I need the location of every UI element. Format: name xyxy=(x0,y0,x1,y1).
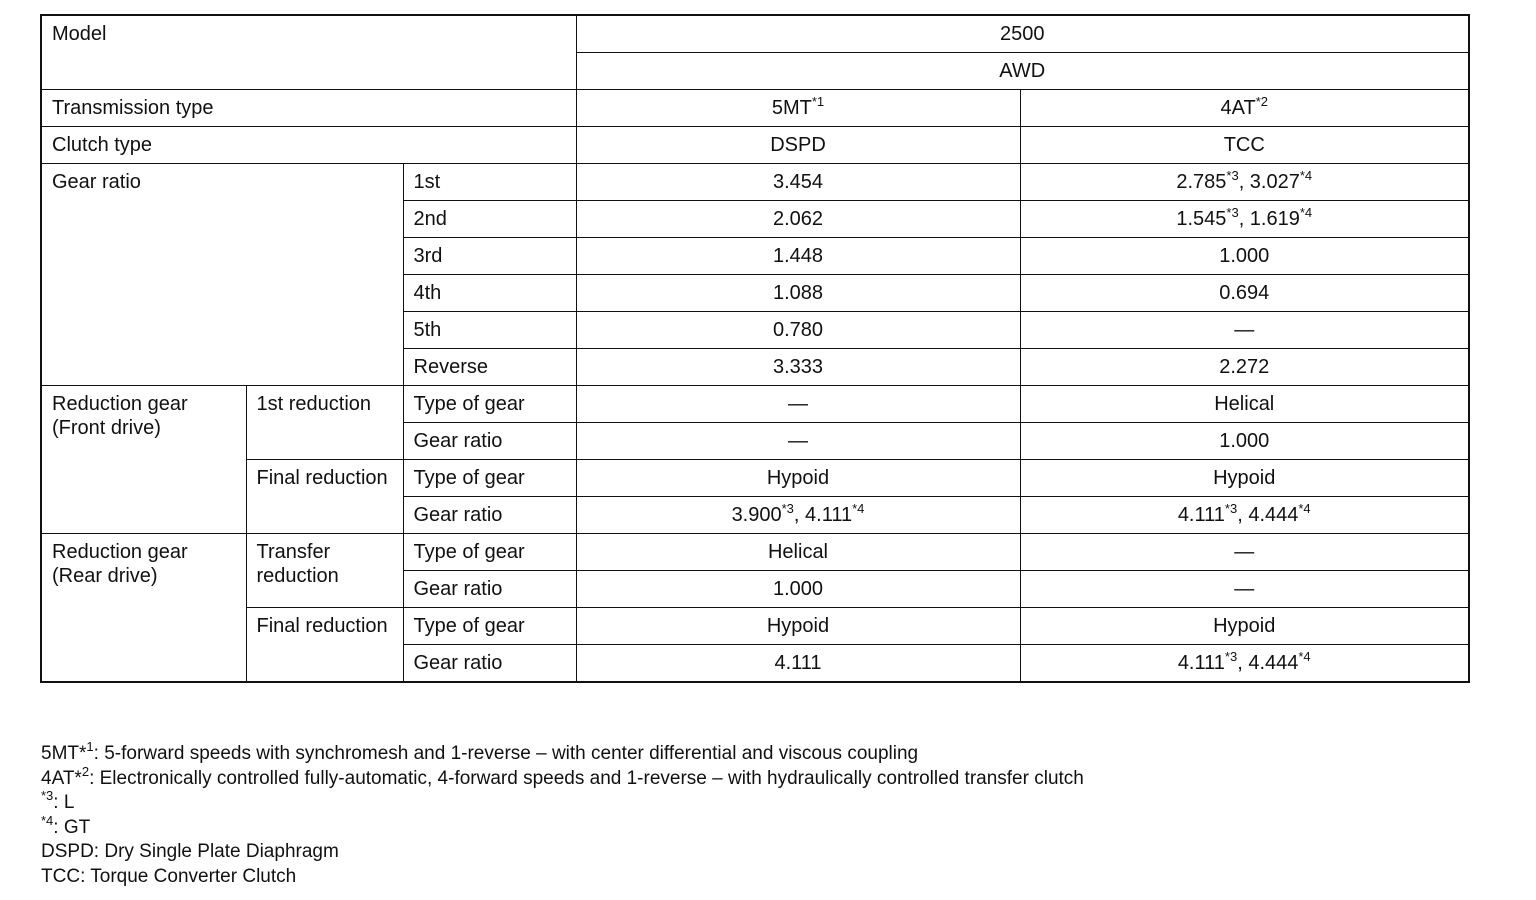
rear-transfer-type-mt: Helical xyxy=(576,534,1020,571)
transmission-label: Transmission type xyxy=(41,90,576,127)
front-final-type-at: Hypoid xyxy=(1020,460,1469,497)
front-first-reduction-label: 1st reduction xyxy=(246,386,403,460)
front-final-ratio-at: 4.111$^{*3}$, 4.444$^{*4}$ xyxy=(1020,497,1469,534)
row-label: Gear ratio xyxy=(403,423,576,460)
rear-final-ratio-mt: 4.111 xyxy=(576,645,1020,683)
table-row xyxy=(41,90,1469,127)
gear-name: 3rd xyxy=(403,238,576,275)
rear-final-type-mt: Hypoid xyxy=(576,608,1020,645)
transmission-at: 4AT$^{*2}$ xyxy=(1020,90,1469,127)
front-reduction-label: Reduction gear (Front drive) xyxy=(41,386,246,534)
clutch-label: Clutch type xyxy=(41,127,576,164)
model-label: Model xyxy=(41,15,576,90)
table-row xyxy=(41,386,1469,423)
rear-final-ratio-at: 4.111$^{*3}$, 4.444$^{*4}$ xyxy=(1020,645,1469,683)
row-label: Type of gear xyxy=(403,386,576,423)
footnote: DSPD: Dry Single Plate Diaphragm xyxy=(41,841,339,862)
gear-name: 5th xyxy=(403,312,576,349)
rear-final-type-at: Hypoid xyxy=(1020,608,1469,645)
rear-transfer-reduction-label: Transfer reduction xyxy=(246,534,403,608)
rear-transfer-type-at: — xyxy=(1020,534,1469,571)
gear-at-value: 2.272 xyxy=(1020,349,1469,386)
footnote: $^{*4}$: GT xyxy=(41,812,91,838)
front-first-type-at: Helical xyxy=(1020,386,1469,423)
gear-mt-value: 2.062 xyxy=(576,201,1020,238)
rear-reduction-label: Reduction gear (Rear drive) xyxy=(41,534,246,683)
front-first-type-mt: — xyxy=(576,386,1020,423)
gear-name: Reverse xyxy=(403,349,576,386)
gear-ratio-label: Gear ratio xyxy=(41,164,403,386)
table-row xyxy=(41,534,1469,571)
footnote: $^{*3}$: L xyxy=(41,788,75,813)
rear-final-reduction-label: Final reduction xyxy=(246,608,403,683)
front-final-ratio-mt: 3.900$^{*3}$, 4.111$^{*4}$ xyxy=(576,497,1020,534)
row-label: Type of gear xyxy=(403,608,576,645)
front-final-type-mt: Hypoid xyxy=(576,460,1020,497)
gear-at-value: 1.000 xyxy=(1020,238,1469,275)
clutch-at: TCC xyxy=(1020,127,1469,164)
gear-mt-value: 0.780 xyxy=(576,312,1020,349)
table-row xyxy=(41,127,1469,164)
gear-mt-value: 3.333 xyxy=(576,349,1020,386)
clutch-mt: DSPD xyxy=(576,127,1020,164)
gear-mt-value: 3.454 xyxy=(576,164,1020,201)
row-label: Type of gear xyxy=(403,460,576,497)
gear-at-value: 1.545$^{*3}$, 1.619$^{*4}$ xyxy=(1020,201,1469,238)
gear-name: 4th xyxy=(403,275,576,312)
drive-value: AWD xyxy=(576,53,1469,90)
gear-mt-value: 1.448 xyxy=(576,238,1020,275)
model-value: 2500 xyxy=(576,15,1469,53)
table-row xyxy=(41,164,1469,201)
row-label: Gear ratio xyxy=(403,645,576,683)
footnote: 5MT*$^1$: 5-forward speeds with synchromesh and 1-reverse – with center differential and viscous coupling xyxy=(41,739,919,764)
row-label: Gear ratio xyxy=(403,497,576,534)
gear-at-value: 0.694 xyxy=(1020,275,1469,312)
spec-table xyxy=(40,14,1470,683)
row-label: Gear ratio xyxy=(403,571,576,608)
table-row xyxy=(41,608,1469,645)
footnote: 4AT*$^2$: Electronically controlled fully-automatic, 4-forward speeds and 1-reverse – with hydraulically controlled transfer clutch xyxy=(41,763,1084,789)
footnote: TCC: Torque Converter Clutch xyxy=(41,865,297,887)
front-first-ratio-at: 1.000 xyxy=(1020,423,1469,460)
table-row xyxy=(41,15,1469,53)
rear-transfer-ratio-mt: 1.000 xyxy=(576,571,1020,608)
front-first-ratio-mt: — xyxy=(576,423,1020,460)
gear-name: 2nd xyxy=(403,201,576,238)
footnotes xyxy=(41,739,1084,889)
gear-at-value: — xyxy=(1020,312,1469,349)
gear-mt-value: 1.088 xyxy=(576,275,1020,312)
transmission-mt: 5MT$^{*1}$ xyxy=(576,90,1020,127)
rear-transfer-ratio-at: — xyxy=(1020,571,1469,608)
front-final-reduction-label: Final reduction xyxy=(246,460,403,534)
table-row xyxy=(41,460,1469,497)
row-label: Type of gear xyxy=(403,534,576,571)
gear-name: 1st xyxy=(403,164,576,201)
gear-at-value: 2.785$^{*3}$, 3.027$^{*4}$ xyxy=(1020,164,1469,201)
